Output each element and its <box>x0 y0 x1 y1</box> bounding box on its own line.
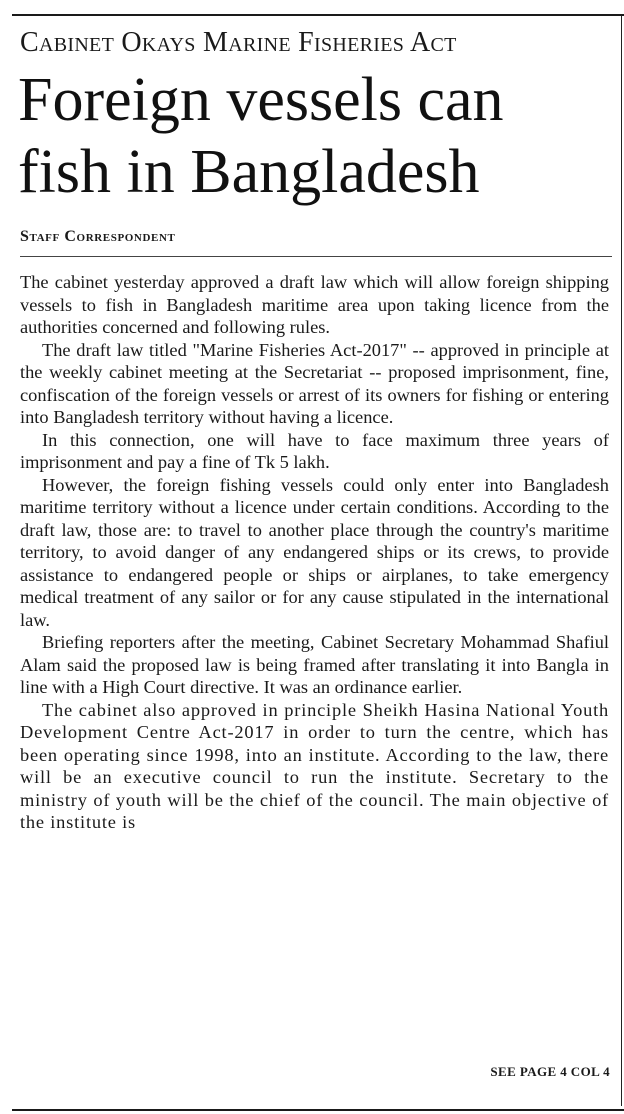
continuation-line: SEE PAGE 4 COL 4 <box>490 1064 610 1079</box>
column-rule <box>621 16 622 1106</box>
byline: Staff Correspondent <box>20 228 176 245</box>
headline-line: Foreign vessels can <box>18 66 504 134</box>
top-rule <box>12 14 624 16</box>
headline-line: fish in Bangladesh <box>18 138 480 206</box>
byline-rule <box>20 256 612 257</box>
paragraph: The cabinet yesterday approved a draft law which will allow foreign shipping vessels to fish in Bangladesh maritime area upon taking licence from the authorities concerned and following rules. <box>20 272 609 337</box>
article-body <box>20 271 609 834</box>
paragraph: However, the foreign fishing vessels could only enter into Bangladesh maritime territory without a licence under certain conditions. According to the draft law, those are: to travel to another place through the country's maritime territory, to avoid danger of any endangered ships or its crews, to provide assistance to endangered people or ships or airplanes, to take emergency medical treatment of any sailor or for any cause stipulated in the international law. <box>20 474 609 630</box>
paragraph: Briefing reporters after the meeting, Cabinet Secretary Mohammad Shafiul Alam said the proposed law is being framed after translating it into Bangla in line with a High Court directive. It was an ordinance earlier. <box>20 632 609 697</box>
paragraph: The cabinet also approved in principle Sheikh Hasina National Youth Development Centre Act-2017 in order to turn the centre, which has been operating since 1998, into an institute. According to the law, there will be an executive council to run the institute. Secretary to the ministry of youth will be the chief of the council. The main objective of the institute is <box>20 699 609 832</box>
kicker: Cabinet Okays Marine Fisheries Act <box>20 27 457 58</box>
bottom-rule <box>12 1109 624 1111</box>
paragraph: The draft law titled "Marine Fisheries Act-2017" -- approved in principle at the weekly cabinet meeting at the Secretariat -- proposed imprisonment, fine, confiscation of the foreign vessels or arrest of its owners for fishing or entering into Bangladesh territory without having a licence. <box>20 339 609 427</box>
headline <box>18 64 618 208</box>
paragraph: In this connection, one will have to face maximum three years of imprisonment and pay a fine of Tk 5 lakh. <box>20 429 609 472</box>
